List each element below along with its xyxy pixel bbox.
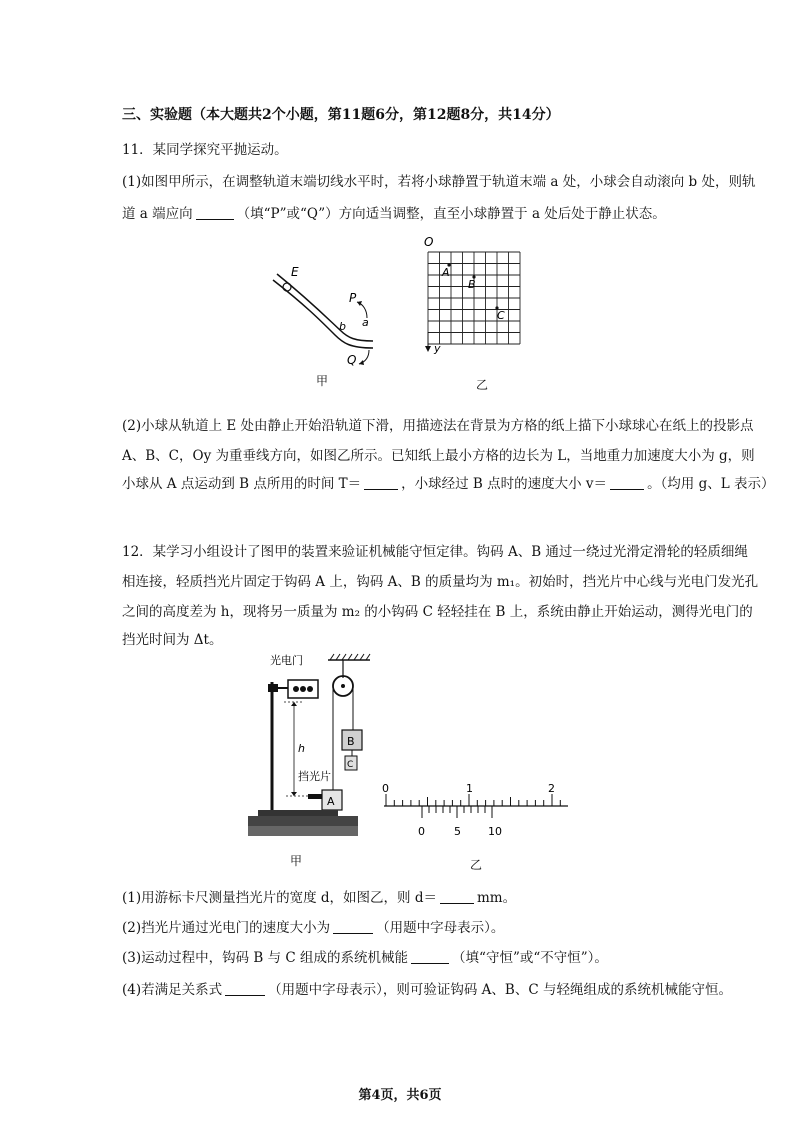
q12-part4-prefix: (4)若满足关系式 <box>122 982 223 998</box>
label-h: h <box>298 742 305 755</box>
label-A: A <box>327 795 335 808</box>
track-diagram <box>265 260 385 370</box>
q12-part1-suffix: mm。 <box>477 890 517 906</box>
figure-caption-jia: 甲 <box>316 374 329 388</box>
caliper-main-label: 1 <box>466 782 473 795</box>
caliper-vernier-label: 5 <box>454 825 461 838</box>
q11-part2-line3 <box>122 472 800 492</box>
label-E: E <box>291 265 299 279</box>
grid-diagram <box>420 236 530 358</box>
q12-part2-prefix: (2)挡光片通过光电门的速度大小为 <box>122 920 331 936</box>
label-gate: 光电门 <box>270 654 303 667</box>
q11-part2-suffix: 。（均用 g、L 表示） <box>647 476 775 492</box>
page-footer: 第4页，共6页 <box>358 1088 442 1103</box>
apparatus-diagram <box>248 652 388 852</box>
answer-blank[interactable] <box>610 475 644 490</box>
figure-caption-yi: 乙 <box>470 858 483 872</box>
q12-part3 <box>122 946 800 966</box>
label-a: a <box>362 316 369 329</box>
label-O: O <box>424 236 434 249</box>
answer-blank[interactable] <box>225 981 265 996</box>
answer-blank[interactable] <box>333 919 373 934</box>
label-B: B <box>347 735 355 748</box>
label-shade: 挡光片 <box>298 770 331 783</box>
q12-part1 <box>122 886 800 906</box>
q12-stem-line1: 12．某学习小组设计了图甲的装置来验证机械能守恒定律。钩码 A、B 通过一绕过光滑定滑轮的轻质细绳 <box>122 544 748 560</box>
q12-stem-line4: 挡光时间为 Δt。 <box>122 632 223 648</box>
answer-blank[interactable] <box>411 949 449 964</box>
label-P: P <box>349 291 357 305</box>
q12-part2 <box>122 916 800 936</box>
q11-part1-prefix: 道 a 端应向 <box>122 206 193 222</box>
caliper-main-label: 2 <box>548 782 555 795</box>
q11-part2-line2: A、B、C，Oy 为重垂线方向，如图乙所示。已知纸上最小方格的边长为 L，当地重力加速度大小为 g，则 <box>122 448 755 464</box>
q12-stem-line2: 相连接，轻质挡光片固定于钩码 A 上，钩码 A、B 的质量均为 m₁。初始时，挡光片中心线与光电门发光孔 <box>122 574 759 590</box>
section-title: 三、实验题（本大题共2个小题，第11题6分，第12题8分，共14分） <box>122 107 560 123</box>
q11-part1-suffix: （填“P”或“Q”）方向适当调整，直至小球静置于 a 处后处于静止状态。 <box>236 206 666 222</box>
figure-caption-yi: 乙 <box>476 378 489 392</box>
ball-icon <box>283 283 291 291</box>
caliper-main-label: 0 <box>382 782 389 795</box>
label-y: y <box>434 342 441 355</box>
shading-plate <box>308 794 322 799</box>
q12-part1-prefix: (1)用游标卡尺测量挡光片的宽度 d，如图乙，则 d＝ <box>122 890 437 906</box>
caliper-diagram <box>378 778 578 840</box>
q12-part2-suffix: （用题中字母表示）。 <box>376 920 505 936</box>
answer-blank[interactable] <box>364 475 398 490</box>
q11-part1-line2 <box>122 202 800 222</box>
figure-caption-jia: 甲 <box>290 854 303 868</box>
label-Q: Q <box>347 353 357 367</box>
q12-stem-line3: 之间的高度差为 h，现将另一质量为 m₂ 的小钩码 C 轻轻挂在 B 上，系统由静止开始运动，测得光电门的 <box>122 604 753 620</box>
label-b: b <box>339 320 346 333</box>
q12-part4-suffix: （用题中字母表示），则可验证钩码 A、B、C 与轻绳组成的系统机械能守恒。 <box>268 982 732 998</box>
label-B: B <box>468 278 476 291</box>
q11-part2-middle: ，小球经过 B 点时的速度大小 v＝ <box>401 476 608 492</box>
label-C: C <box>497 309 505 322</box>
label-C: C <box>347 760 354 770</box>
q12-part4 <box>122 978 800 998</box>
answer-blank[interactable] <box>440 889 474 904</box>
q11-stem: 11．某同学探究平抛运动。 <box>122 142 288 158</box>
q11-part1-line1: (1)如图甲所示，在调整轨道末端切线水平时，若将小球静置于轨道末端 a 处，小球会自动滚向 b 处，则轨 <box>122 174 756 190</box>
q12-part3-prefix: (3)运动过程中，钩码 B 与 C 组成的系统机械能 <box>122 950 409 966</box>
caliper-vernier-label: 10 <box>488 825 502 838</box>
q12-part3-suffix: （填“守恒”或“不守恒”）。 <box>452 950 608 966</box>
q11-part2-prefix: 小球从 A 点运动到 B 点所用的时间 T＝ <box>122 476 362 492</box>
q11-part2-line1: (2)小球从轨道上 E 处由静止开始沿轨道下滑，用描迹法在背景为方格的纸上描下小球球心在纸上的投影点 <box>122 418 754 434</box>
caliper-vernier-label: 0 <box>418 825 425 838</box>
label-A: A <box>442 266 450 279</box>
answer-blank[interactable] <box>196 205 234 220</box>
